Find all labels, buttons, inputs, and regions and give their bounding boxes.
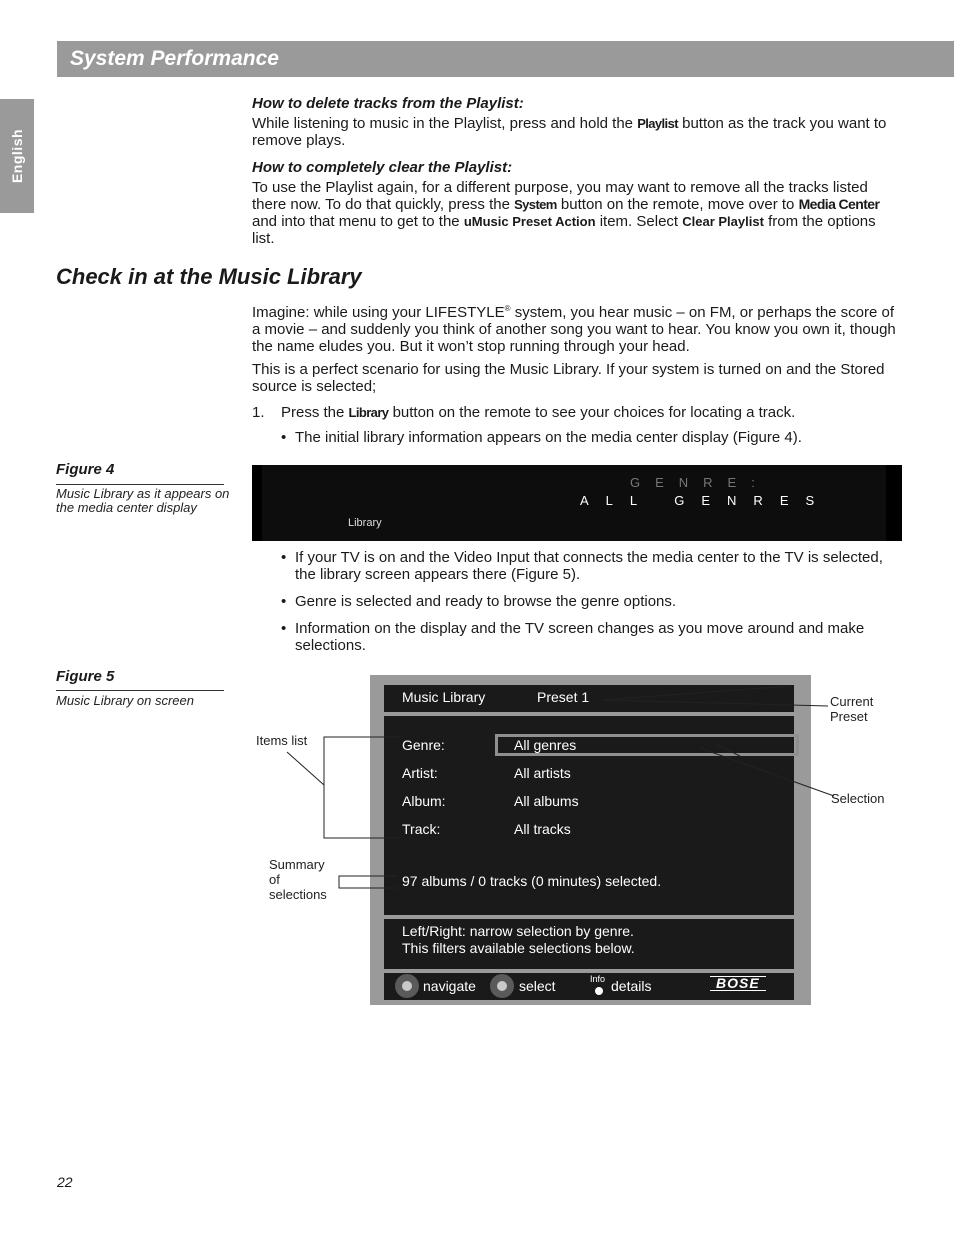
callout-preset-line2: Preset — [830, 709, 868, 724]
registered-mark: ® — [504, 304, 511, 313]
callout-summary-line3: selections — [269, 887, 327, 902]
row-label-artist: Artist: — [402, 765, 438, 781]
preset-leader-lower — [603, 700, 828, 706]
system-button-name: System — [514, 197, 557, 212]
clear-text-3: and into that menu to get to the — [252, 213, 464, 230]
delete-text-b: button as the track you want to remove plays. — [252, 115, 887, 149]
list-item: • The initial library information appears on the media center display (Figure 4). — [275, 429, 905, 446]
delete-tracks-heading: How to delete tracks from the Playlist: — [252, 95, 524, 112]
callout-summary-line1: Summary — [269, 857, 325, 872]
preset-leader-upper — [603, 686, 790, 700]
figure4-label: Figure 4 — [56, 461, 115, 478]
nav-details-label: details — [611, 978, 652, 994]
help-line-2: This filters available selections below. — [402, 940, 635, 956]
section-title: System Performance — [70, 47, 279, 70]
callout-items-list: Items list — [256, 733, 308, 748]
figure5-caption: Music Library on screen — [56, 693, 194, 708]
selection-leader — [700, 748, 834, 796]
help-line-1: Left/Right: narrow selection by genre. — [402, 923, 634, 939]
row-label-track: Track: — [402, 821, 441, 837]
screen-title: Music Library — [402, 689, 486, 705]
callout-summary-line2: of — [269, 872, 280, 887]
preset-action-item: uMusic Preset Action — [463, 214, 596, 229]
row-label-genre: Genre: — [402, 737, 445, 753]
display-genre-value: ALL GENRES — [580, 493, 832, 508]
library-button-name: Library — [348, 405, 389, 420]
selection-summary: 97 albums / 0 tracks (0 minutes) selected. — [402, 873, 662, 889]
figure4-caption: Music Library as it appears on the media center display — [56, 486, 230, 515]
list-item: • Genre is selected and ready to browse the genre options. — [275, 593, 905, 610]
clear-text-5: from the options list. — [252, 213, 876, 247]
nav-navigate-label: navigate — [423, 978, 476, 994]
language-tab-label: English — [9, 128, 25, 184]
page-number: 22 — [57, 1174, 73, 1190]
intro-text-a: Imagine: while using your LIFESTYLE — [252, 304, 505, 321]
figure5-label: Figure 5 — [56, 668, 115, 685]
row-value-genre[interactable]: All genres — [514, 737, 577, 753]
display-source-label: Library — [348, 517, 382, 529]
list-item: • Information on the display and the TV screen changes as you move around and make selections. — [275, 620, 905, 654]
info-label: Info — [590, 974, 606, 984]
step1-text-b: button on the remote to see your choices for locating a track. — [388, 404, 796, 421]
clear-text-2: button on the remote, move over to — [556, 196, 799, 213]
delete-text-a: While listening to music in the Playlist, press and hold the — [252, 115, 638, 132]
row-value-track[interactable]: All tracks — [514, 821, 571, 837]
clear-playlist-heading: How to completely clear the Playlist: — [252, 159, 513, 176]
items-list-leader — [287, 752, 324, 785]
display-genre-label: GENRE: — [630, 475, 770, 490]
clear-text-1: To use the Playlist again, for a different purpose, you may want to remove all the tracks listed there now. To do that quickly, press the — [252, 179, 868, 213]
bose-logo: BOSE — [710, 976, 766, 991]
row-value-artist[interactable]: All artists — [514, 765, 571, 781]
callout-preset-line1: Current — [830, 694, 874, 709]
step-number: 1. — [252, 404, 265, 421]
clear-text-4: item. Select — [595, 213, 683, 230]
music-library-heading: Check in at the Music Library — [56, 264, 362, 289]
summary-bracket — [339, 876, 397, 888]
row-value-album[interactable]: All albums — [514, 793, 579, 809]
row-label-album: Album: — [402, 793, 446, 809]
scenario-paragraph: This is a perfect scenario for using the Music Library. If your system is turned on and the Stored source is selected; — [252, 361, 885, 395]
playlist-button-name: Playlist — [637, 116, 678, 131]
step1-text-a: Press the — [281, 404, 349, 421]
callout-selection: Selection — [831, 791, 885, 806]
media-center-menu-name: Media Center — [798, 196, 880, 212]
current-preset: Preset 1 — [537, 689, 590, 705]
items-list-bracket — [324, 737, 400, 838]
nav-select-label: select — [519, 978, 556, 994]
intro-text-b: system, you hear music – on FM, or perhaps the score of a movie – and suddenly you think of another song you want to hear. You know you own it, though the name eludes you. But it won’t stop running through your head. — [252, 304, 896, 355]
list-item: • If your TV is on and the Video Input that connects the media center to the TV is selected, the library screen appears there (Figure 5). — [275, 549, 905, 583]
clear-playlist-option: Clear Playlist — [682, 214, 764, 229]
